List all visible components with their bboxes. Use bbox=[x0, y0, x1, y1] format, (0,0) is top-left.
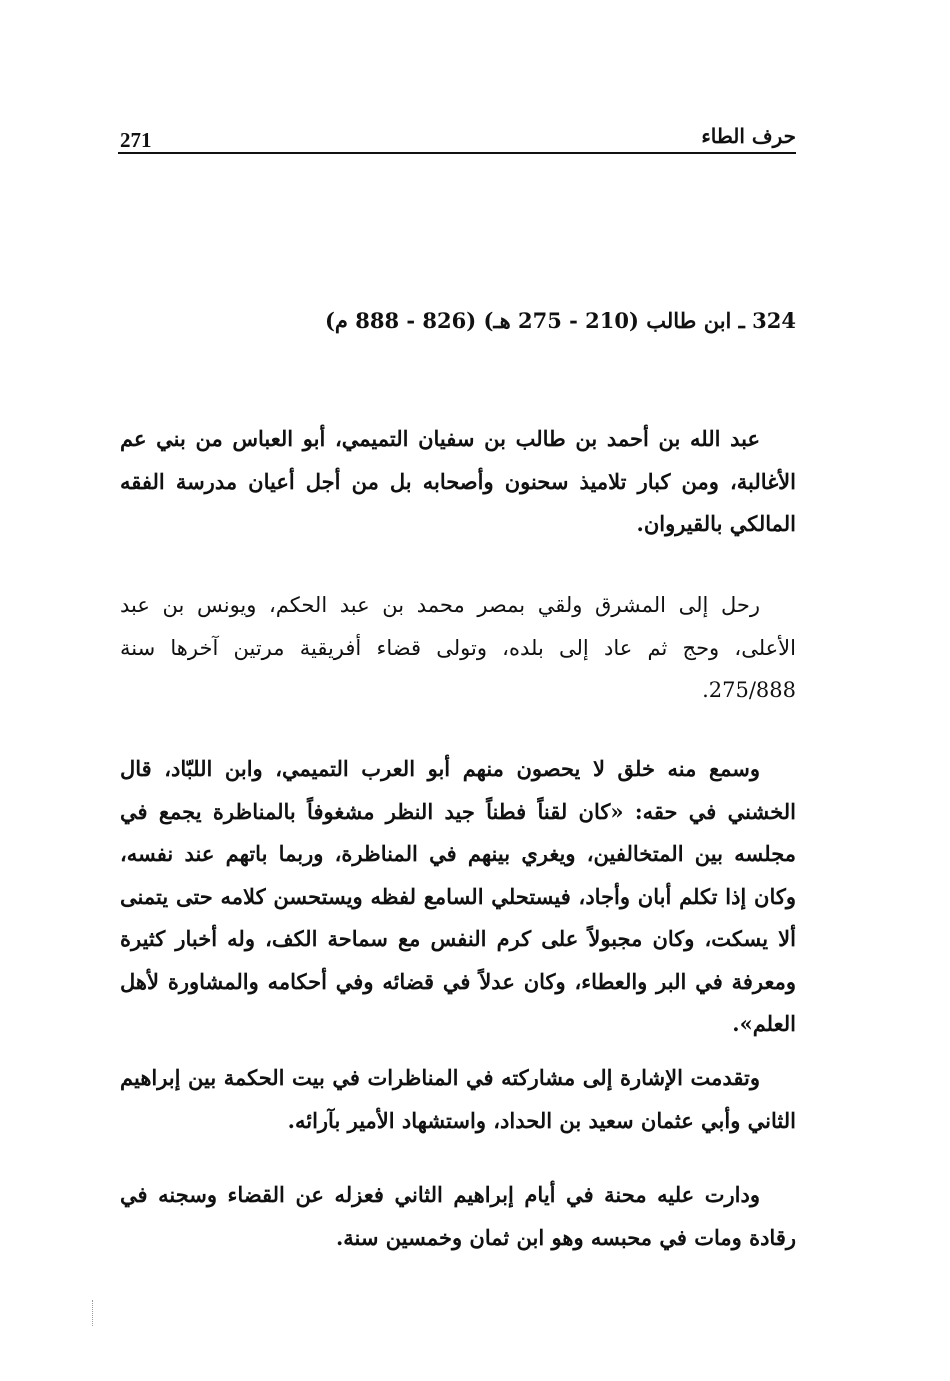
running-head: حرف الطاء bbox=[701, 124, 796, 148]
page-header bbox=[118, 120, 796, 154]
margin-mark bbox=[92, 1300, 95, 1326]
paragraph-students: وسمع منه خلق لا يحصون منهم أبو العرب التميمي، وابن اللبّاد، قال الخشني في حقه: «كان لقناً فطناً جيد النظر مشغوفاً بالمناظرة يجمع في مجلسه بين المتخالفين، ويغري بينهم في المناظرة، وربما باتهم عند نفسه، وكان إذا تكلم أبان وأجاد، فيستحلي السامع لفظه ويستحسن كلامه حتى يتمنى ألا يسكت، وكان مجبولاً على كرم النفس مع سماحة الكف، وله أخبار كثيرة ومعرفة في البر والعطاء، وكان عدلاً في قضائه وفي أحكامه والمشاورة لأهل العلم». bbox=[120, 756, 796, 1036]
paragraph-biography: عبد الله بن أحمد بن طالب بن سفيان التميمي، أبو العباس من بني عم الأغالبة، ومن كبار تلاميذ سحنون وأصحابه بل من أجل أعيان مدرسة الفقه المالكي بالقيروان. bbox=[120, 426, 796, 536]
paragraph-death: ودارت عليه محنة في أيام إبراهيم الثاني فعزله عن القضاء وسجنه في رقادة ومات في محبسه وهو ابن ثمان وخمسين سنة. bbox=[120, 1182, 796, 1250]
entry-title: 324 ـ ابن طالب (210 - 275 هـ) (826 - 888 م) bbox=[324, 308, 796, 333]
paragraph-travels: رحل إلى المشرق ولقي بمصر محمد بن عبد الحكم، ويونس بن عبد الأعلى، وحج ثم عاد إلى بلده، وتولى قضاء أفريقية مرتين آخرها سنة 275/888. bbox=[120, 593, 796, 702]
paragraph-debates: وتقدمت الإشارة إلى مشاركته في المناظرات في بيت الحكمة بين إبراهيم الثاني وأبي عثمان سعيد بن الحداد، واستشهاد الأمير بآرائه. bbox=[120, 1065, 796, 1133]
page-number: 271 bbox=[120, 128, 152, 152]
